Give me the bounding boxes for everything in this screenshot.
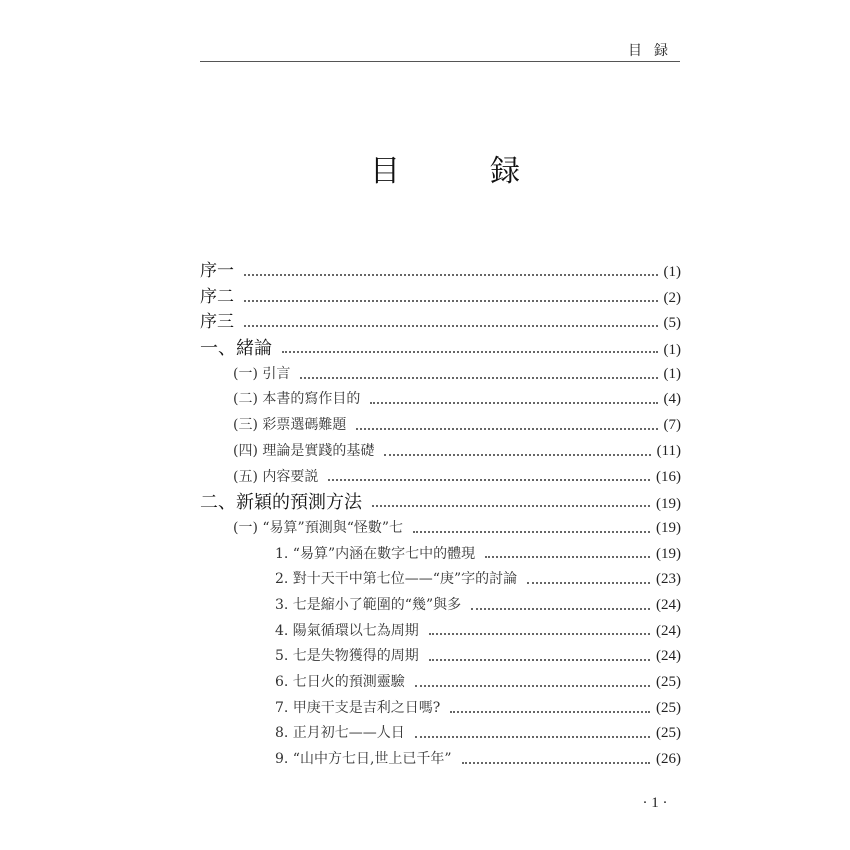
toc-subsection[interactable]: [200, 670, 681, 696]
running-head: 目録: [628, 43, 680, 59]
page-title-right: 録: [490, 154, 520, 189]
toc-section[interactable]: [200, 362, 681, 388]
toc-entry-page: (19): [656, 519, 681, 536]
toc-subsection[interactable]: [200, 747, 681, 773]
dot-leader: [356, 428, 657, 430]
toc-entry-label: (四) 理論是實踐的基礎: [233, 442, 375, 459]
dot-leader: [429, 633, 650, 635]
toc-entry-page: (7): [663, 417, 681, 434]
toc-entry-label: 序二: [200, 286, 234, 307]
toc-entry-label: 二、新穎的預測方法: [200, 492, 362, 514]
toc-entry[interactable]: [200, 310, 681, 336]
dot-leader: [415, 736, 650, 738]
toc-entry-label: 序一: [200, 261, 234, 281]
toc-entry-page: (2): [663, 289, 681, 306]
dot-leader: [462, 762, 650, 764]
dot-leader: [429, 659, 650, 661]
toc-entry-label: 序三: [200, 312, 234, 333]
dot-leader: [372, 505, 650, 507]
toc-entry-page: (26): [656, 751, 681, 768]
toc-entry-page: (16): [656, 468, 681, 485]
dot-leader: [471, 608, 650, 610]
toc-entry-page: (25): [656, 674, 681, 690]
toc-section[interactable]: [200, 439, 681, 465]
table-of-contents: [200, 259, 681, 773]
toc-entry-page: (23): [656, 571, 681, 588]
toc-entry-label: (一) “易算”預測與“怪數”七: [233, 519, 404, 536]
toc-entry-page: (24): [656, 596, 681, 613]
toc-entry-label: 3. 七是縮小了範圍的“幾”與多: [275, 596, 462, 613]
toc-section[interactable]: [200, 465, 681, 491]
toc-entry-page: (25): [656, 725, 681, 742]
toc-entry-label: 一、緒論: [200, 338, 272, 360]
dot-leader: [282, 351, 658, 353]
dot-leader: [527, 582, 650, 584]
toc-section[interactable]: [200, 413, 681, 439]
toc-chapter[interactable]: [200, 490, 681, 516]
toc-entry-page: (4): [663, 391, 681, 408]
dot-leader: [450, 711, 650, 713]
dot-leader: [244, 325, 658, 327]
toc-entry-page: (1): [663, 342, 681, 359]
toc-entry-page: (5): [663, 315, 681, 332]
header-rule: [200, 61, 680, 62]
toc-subsection[interactable]: [200, 644, 681, 670]
toc-entry-label: (二) 本書的寫作目的: [233, 391, 361, 408]
toc-entry-label: 2. 對十天干中第七位——“庚”字的討論: [275, 571, 518, 588]
dot-leader: [384, 454, 650, 456]
toc-entry[interactable]: [200, 285, 681, 311]
page-number: · 1 ·: [642, 795, 668, 811]
toc-entry-label: 6. 七日火的預測靈驗: [275, 674, 405, 690]
dot-leader: [413, 531, 650, 533]
toc-entry-page: (24): [656, 648, 681, 665]
dot-leader: [415, 685, 650, 687]
toc-entry-page: (1): [663, 264, 681, 280]
toc-section[interactable]: [200, 516, 681, 542]
toc-entry-label: (一) 引言: [233, 365, 291, 382]
dot-leader: [370, 402, 657, 404]
page-title-left: 目: [370, 154, 400, 189]
toc-entry-page: (1): [663, 365, 681, 382]
toc-section[interactable]: [200, 387, 681, 413]
toc-chapter[interactable]: [200, 336, 681, 362]
toc-entry-label: 5. 七是失物獲得的周期: [275, 648, 419, 665]
toc-entry-label: 4. 陽氣循環以七為周期: [275, 622, 419, 639]
toc-entry-page: (24): [656, 622, 681, 639]
toc-subsection[interactable]: [200, 721, 681, 747]
toc-subsection[interactable]: [200, 542, 681, 568]
dot-leader: [328, 479, 650, 481]
toc-entry-page: (19): [656, 545, 681, 562]
toc-entry[interactable]: [200, 259, 681, 285]
dot-leader: [485, 556, 650, 558]
dot-leader: [300, 377, 657, 379]
toc-subsection[interactable]: [200, 619, 681, 645]
toc-entry-label: (五) 内容要説: [233, 468, 319, 485]
dot-leader: [244, 300, 658, 302]
toc-subsection[interactable]: [200, 696, 681, 722]
toc-entry-label: 9. “山中方七日,世上已千年”: [275, 751, 452, 768]
page-title: [370, 146, 520, 190]
toc-entry-page: (11): [656, 442, 681, 459]
toc-entry-label: 1. “易算”内涵在數字七中的體現: [275, 545, 476, 562]
toc-subsection[interactable]: [200, 593, 681, 619]
toc-entry-label: (三) 彩票選碼難題: [233, 417, 347, 434]
toc-entry-label: 7. 甲庚干支是吉利之日嗎?: [275, 699, 441, 716]
toc-entry-page: (19): [656, 496, 681, 513]
toc-entry-label: 8. 正月初七——人日: [275, 725, 405, 742]
dot-leader: [244, 274, 658, 276]
toc-subsection[interactable]: [200, 567, 681, 593]
toc-entry-page: (25): [656, 699, 681, 716]
